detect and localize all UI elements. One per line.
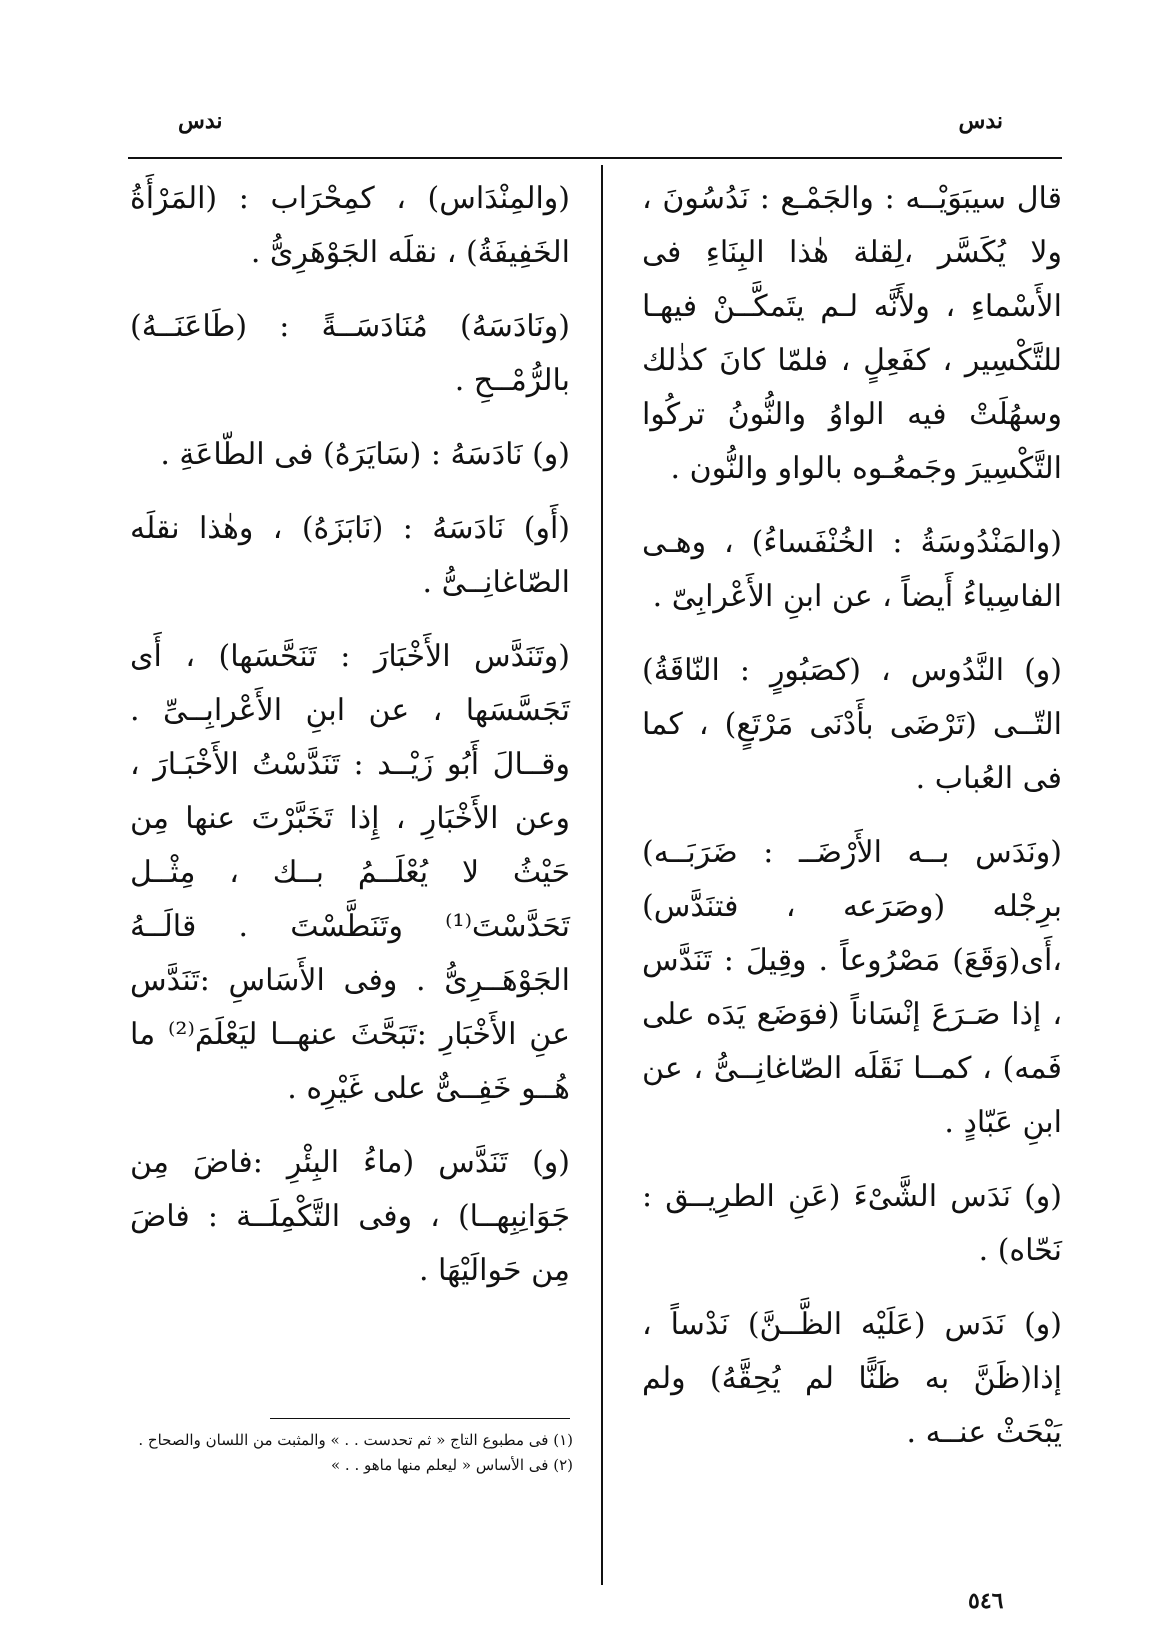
footnotes [118, 1428, 573, 1478]
paragraph: قال سيبَوَيْــه : والجَمْـع : نَدُسُونَ ، ولا يُكَسَّر ،لِقلة هٰذا البِنَاءِ فى الأَسْماءِ ، ولأَنَّه لـم يتَمكَّــنْ فيهـا للتَّكْسِير ، كفَعِلٍ ، فلمّا كانَ كذٰلك وسهُلَتْ فيه الواوُ والنُّونُ تركُوا التَّكْسِيرَ وجَمعُـوه بالواو والنُّون . [642, 181, 1062, 486]
footnote-rule [270, 1418, 570, 1419]
footnote: (١) فى مطبوع التاج « ثم تحدست . . » والمثبت من اللسان والصحاح . [138, 1431, 573, 1449]
paragraph: (و) النَّدُوس ، (كصَبُورٍ : النّاقَةُ) التّــى (تَرْضَى بأَدْنَى مَرْتَعٍ) ، كما فى العُباب . [642, 653, 1062, 796]
running-header-left: ندس [178, 108, 223, 134]
header-rule [128, 157, 1062, 159]
paragraph: (و) تَنَدَّس (ماءُ البِئْرِ :فاضَ مِن جَوَانِبِهــا) ، وفى التَّكْمِلَــة : فاضَ مِن حَوالَيْهَا . [130, 1145, 570, 1288]
column-divider [601, 165, 603, 1585]
page-number: ٥٤٦ [968, 1588, 1004, 1614]
left-column [130, 172, 570, 1318]
paragraph: (و) نَدَس الشَّىْءَ (عَنِ الطرِيــق : نَحّاه) . [642, 1179, 1062, 1268]
paragraph: (و) نَادَسَهُ : (سَايَرَهُ) فى الطّاعَةِ . [160, 437, 570, 472]
paragraph: (والمَنْدُوسَةُ : الخُنْفَساءُ) ، وهـى الفاسِياءُ أَيضاً ، عن ابنِ الأَعْرابِىّ . [642, 525, 1062, 614]
paragraph: (ونَدَس بــه الأَرْضَــ : ضَرَبَــه) برِجْله (وصَرَعه ، فتنَدَّس) ،أَى(وَقَعَ) مَصْرُوعاً . وقِيلَ : تَنَدَّس ، إذا صَـرَعَ إنْسَاناً (فوَضَع يَدَه على فَمه) ، كمــا نَقَلَه الصّاغانِــىُّ ، عن ابنِ عَبّادٍ . [642, 835, 1062, 1140]
paragraph: (أَو) نَادَسَهُ : (نَابَزَهُ) ، وهٰذا نقلَه الصّاغانِــىُّ . [130, 511, 570, 600]
right-column [642, 172, 1062, 1480]
footnote: (٢) فى الأساس « ليعلم منها ماهو . . » [330, 1456, 573, 1474]
paragraph: (و) نَدَس (عَلَيْه الظَّــنَّ) نَدْساً ، إذا(ظَنَّ به ظَنًّا لم يُحِقَّهُ) ولم يَبْحَثْ عنــه . [642, 1307, 1062, 1450]
paragraph: (والمِنْدَاس) ، كمِحْرَاب : (المَرْأَةُ الخَفِيفَةُ) ، نقلَه الجَوْهَرِىُّ . [130, 181, 570, 270]
paragraph: (وتَنَدَّس الأَخْبَارَ : تَنَحَّسَها) ، أَى تَجَسَّسَها ، عن ابنِ الأَعْرابِــىِّ . وقــالَ أَبُو زَيْــد : تَنَدَّسْتُ الأَخْبَـارَ ، وعن الأَخْبَارِ ، إِذا تَخَبَّرْتَ عنها مِن حَيْثُ لا يُعْلَــمُ بــك ، مِثْــل تَحَدَّسْتَ⁽¹⁾ وتَنَطَّسْتَ . قالَــهُ الجَوْهَــرِىُّ . وفى الأَسَاسِ :تَنَدَّس عنِ الأَخْبَارِ :تَبَحَّثَ عنهــا ليَعْلَمَ⁽²⁾ ما هُــو خَفِــىٌّ على غَيْرِه . [130, 639, 570, 1106]
running-header-right: ندس [958, 108, 1003, 134]
paragraph: (ونَادَسَهُ) مُنَادَسَــةً : (طَاعَنَــهُ) بالرُّمْــحِ . [130, 309, 570, 398]
